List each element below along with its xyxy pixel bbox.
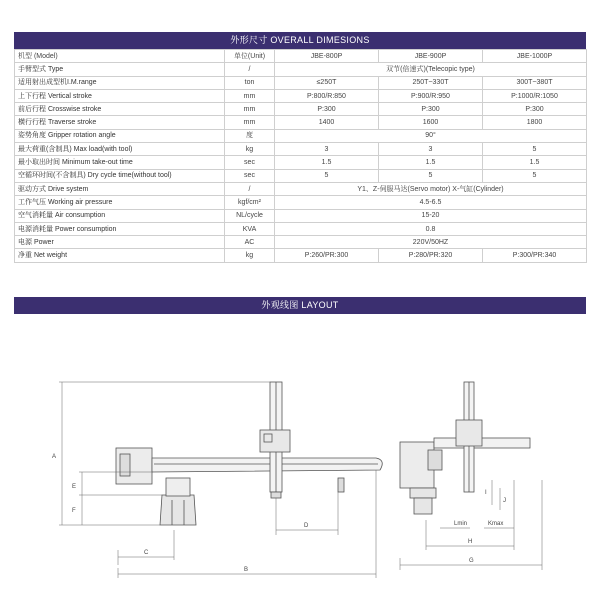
row-value-all-models: 4.5-6.5	[275, 196, 587, 209]
row-label: 空气消耗量 Air consumption	[15, 209, 225, 222]
row-value: P:800/R:850	[275, 89, 379, 102]
table-row	[15, 143, 587, 156]
row-unit: kg	[225, 249, 275, 262]
dim-label-d: D	[304, 523, 309, 529]
row-value-all-models: 220V/50HZ	[275, 236, 587, 249]
row-value: 1800	[483, 116, 587, 129]
header-model-label: 机型 (Model)	[15, 50, 225, 63]
row-label: 最小取出时间 Minimum take-out time	[15, 156, 225, 169]
row-unit: kgf/cm²	[225, 196, 275, 209]
row-unit: /	[225, 63, 275, 76]
row-value: 5	[379, 169, 483, 182]
overall-dimensions-banner: 外形尺寸 OVERALL DIMESIONS	[14, 32, 586, 49]
row-value: P:300	[275, 103, 379, 116]
row-label: 工作气压 Working air pressure	[15, 196, 225, 209]
row-unit: sec	[225, 169, 275, 182]
table-row	[15, 222, 587, 235]
dim-label-a: A	[52, 454, 57, 460]
dim-label-b: B	[244, 567, 249, 573]
row-unit: sec	[225, 156, 275, 169]
row-value: 1600	[379, 116, 483, 129]
row-label: 上下行程 Vertical stroke	[15, 89, 225, 102]
row-value: 5	[483, 143, 587, 156]
row-value: 3	[379, 143, 483, 156]
dim-label-f: F	[72, 508, 76, 514]
table-row	[15, 103, 587, 116]
row-value: 1.5	[483, 156, 587, 169]
table-row	[15, 63, 587, 76]
dim-label-j: J	[503, 498, 506, 504]
dim-label-lmin: Lmin	[454, 521, 468, 527]
layout-drawing	[14, 360, 586, 582]
table-header-row	[15, 50, 587, 63]
row-value: 250T~330T	[379, 76, 483, 89]
row-unit: mm	[225, 103, 275, 116]
row-value: P:280/PR:320	[379, 249, 483, 262]
row-value: P:1000/R:1050	[483, 89, 587, 102]
dim-label-kmax: Kmax	[488, 521, 504, 527]
header-model-name: JBE-1000P	[483, 50, 587, 63]
row-label: 电源消耗量 Power consumption	[15, 222, 225, 235]
table-row	[15, 196, 587, 209]
row-unit: mm	[225, 116, 275, 129]
side-view	[116, 382, 382, 525]
row-unit: /	[225, 182, 275, 195]
row-unit: 度	[225, 129, 275, 142]
table-row	[15, 236, 587, 249]
row-value: P:300/PR:340	[483, 249, 587, 262]
row-label: 空循环时间(不含制具) Dry cycle time(without tool)	[15, 169, 225, 182]
row-value-all-models: 0.8	[275, 222, 587, 235]
dim-label-c: C	[144, 550, 149, 556]
specifications-table	[14, 49, 587, 263]
dim-label-e: E	[72, 484, 77, 490]
side-view-dimensions	[59, 382, 376, 578]
row-unit: AC	[225, 236, 275, 249]
row-value-all-models: Y1、Z-伺服马达(Servo motor) X-气缸(Cylinder)	[275, 182, 587, 195]
dim-label-h: H	[468, 539, 473, 545]
layout-banner: 外观线图 LAYOUT	[14, 297, 586, 314]
row-unit: NL/cycle	[225, 209, 275, 222]
header-unit-label: 单位(Unit)	[225, 50, 275, 63]
row-value: P:300	[379, 103, 483, 116]
row-value-all-models: 15-20	[275, 209, 587, 222]
front-view	[400, 382, 530, 514]
row-value-all-models: 90°	[275, 129, 587, 142]
row-unit: ton	[225, 76, 275, 89]
table-row	[15, 156, 587, 169]
row-value: 1.5	[379, 156, 483, 169]
row-unit: KVA	[225, 222, 275, 235]
row-value-all-models: 双节(倍速式)(Telecopic type)	[275, 63, 587, 76]
row-value: 300T~380T	[483, 76, 587, 89]
table-row	[15, 89, 587, 102]
row-unit: mm	[225, 89, 275, 102]
row-label: 姿势角度 Gripper rotation angle	[15, 129, 225, 142]
row-value: P:300	[483, 103, 587, 116]
row-label: 净重 Net weight	[15, 249, 225, 262]
header-model-name: JBE-900P	[379, 50, 483, 63]
row-label: 横行行程 Traverse stroke	[15, 116, 225, 129]
table-row	[15, 76, 587, 89]
table-row	[15, 249, 587, 262]
row-value: 5	[483, 169, 587, 182]
row-value: 1.5	[275, 156, 379, 169]
row-label: 电源 Power	[15, 236, 225, 249]
row-value: P:900/R:950	[379, 89, 483, 102]
row-value: P:260/PR:300	[275, 249, 379, 262]
row-label: 手臂型式 Type	[15, 63, 225, 76]
row-value: ≤250T	[275, 76, 379, 89]
table-row	[15, 209, 587, 222]
row-label: 适用射出成型机I.M.range	[15, 76, 225, 89]
header-model-name: JBE-800P	[275, 50, 379, 63]
table-row	[15, 182, 587, 195]
row-label: 前后行程 Crosswise stroke	[15, 103, 225, 116]
table-row	[15, 129, 587, 142]
dim-label-i: I	[485, 490, 487, 496]
row-label: 驱动方式 Drive system	[15, 182, 225, 195]
row-label: 最大荷重(含制具) Max load(with tool)	[15, 143, 225, 156]
row-value: 5	[275, 169, 379, 182]
row-unit: kg	[225, 143, 275, 156]
row-value: 1400	[275, 116, 379, 129]
dim-label-g: G	[469, 558, 474, 564]
table-row	[15, 116, 587, 129]
row-value: 3	[275, 143, 379, 156]
table-row	[15, 169, 587, 182]
